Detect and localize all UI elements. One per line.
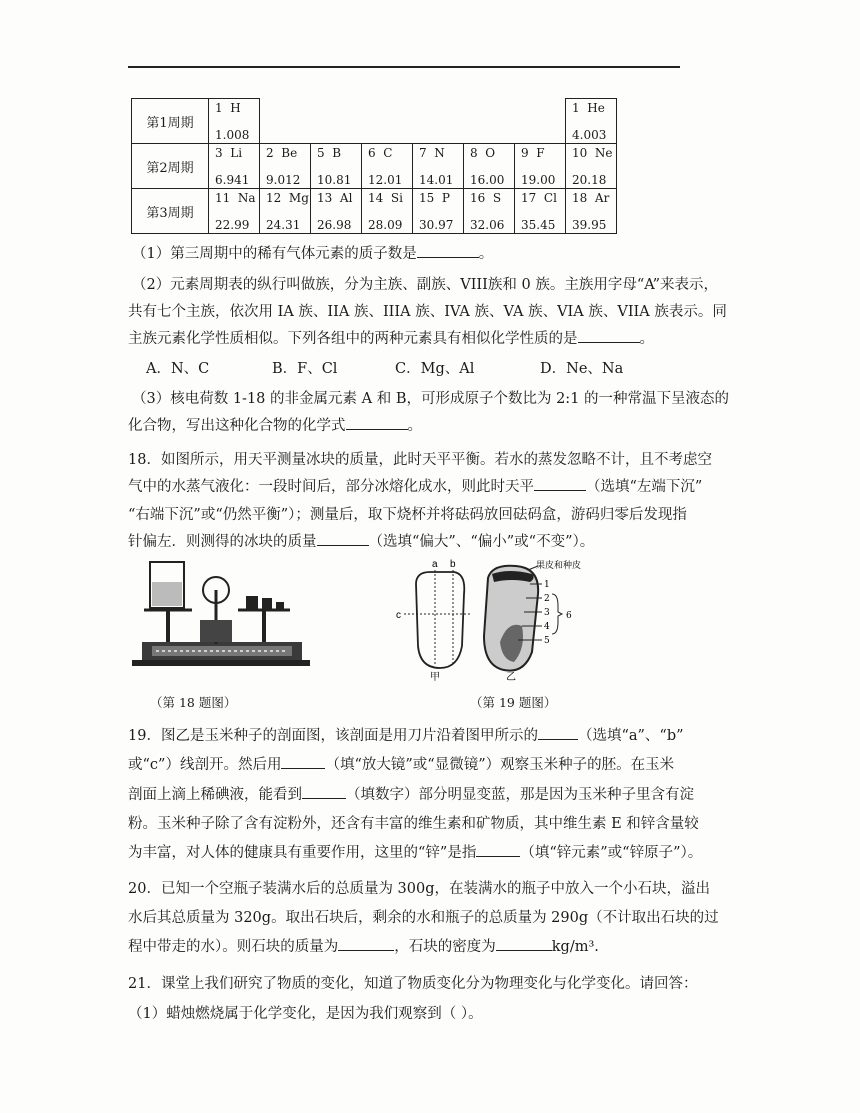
- element-cell: 11 Na 22.99: [209, 189, 260, 234]
- q19-line4: 粉。玉米种子除了含有淀粉外，还含有丰富的维生素和矿物质，其中维生素 E 和锌含量较: [128, 816, 699, 832]
- element-symbol: 1 H: [215, 101, 241, 115]
- balance-foot: [132, 660, 310, 666]
- corn-seed-figure: [392, 556, 622, 686]
- seed-outline-jia: [416, 572, 464, 668]
- label-jia: 甲: [430, 672, 440, 683]
- element-cell: 10 Ne 20.18: [566, 144, 617, 189]
- element-cell: [209, 99, 260, 144]
- element-cell: 14 Si 28.09: [362, 189, 413, 234]
- q20-line1: 20．已知一个空瓶子装满水后的总质量为 300g，在装满水的瓶子中放入一个小石块，溢出: [128, 881, 711, 897]
- answer-blank[interactable]: [346, 415, 408, 430]
- label-5: 5: [544, 636, 550, 646]
- q20-line2: 水后其总质量为 320g。取出石块后，剩余的水和瓶子的总质量为 290g（不计取出石块的过: [128, 910, 719, 926]
- q18-line3: “右端下沉”或“仍然平衡”）；测量后，取下烧杯并将砝码放回砝码盒，游码归零后发现指: [128, 507, 687, 523]
- figure-19-caption: （第 19 题图）: [470, 695, 557, 710]
- q19-line2: 或“c”）线剖开。然后用 （填“放大镜”或“显微镜”）观察玉米种子的胚。在玉米: [128, 751, 674, 779]
- table-row: [132, 189, 617, 234]
- element-cell: 18 Ar 39.95: [566, 189, 617, 234]
- period-label: 第2周期: [132, 144, 209, 189]
- element-cell: 3 Li 6.941: [209, 144, 260, 189]
- element-cell: 9 F 19.00: [515, 144, 566, 189]
- element-mass: 4.003: [572, 128, 607, 142]
- q18-line4: 针偏左．则测得的冰块的质量 （选填“偏大”、“偏小”或“不变”）。: [128, 528, 594, 556]
- period-label: 第3周期: [132, 189, 209, 234]
- element-cell: 7 N 14.01: [413, 144, 464, 189]
- label-6: 6: [566, 611, 572, 621]
- element-cell: 13 Al 26.98: [311, 189, 362, 234]
- answer-blank[interactable]: [302, 784, 346, 799]
- answer-blank[interactable]: [538, 725, 578, 740]
- element-symbol: 1 He: [572, 101, 605, 115]
- element-cell: 5 B 10.81: [311, 144, 362, 189]
- label-4: 4: [544, 622, 550, 632]
- table-row: [132, 144, 617, 189]
- label-c: c: [396, 610, 401, 621]
- answer-blank[interactable]: [476, 842, 520, 857]
- q17-part2-line3: 主族元素化学性质相似。下列各组中的两种元素具有相似化学性质的是 。: [128, 325, 654, 353]
- q17-part2-line2: 共有七个主族，依次用 IA 族、IIA 族、IIIA 族、IVA 族、VA 族、VIA 族、VIIA 族表示。同: [128, 304, 727, 320]
- element-cell: 6 C 12.01: [362, 144, 413, 189]
- label-yi: 乙: [506, 672, 516, 683]
- q17-option-d: D．Ne、Na: [540, 361, 624, 377]
- answer-blank[interactable]: [281, 754, 325, 769]
- q17-option-c: C．Mg、Al: [395, 361, 475, 377]
- label-peel: 果皮和种皮: [536, 561, 582, 571]
- element-mass: 1.008: [215, 128, 250, 142]
- q19-line3: 剖面上滴上稀碘液，能看到 （填数字）部分明显变蓝，那是因为玉米种子里含有淀: [128, 781, 694, 809]
- weight: [246, 596, 258, 610]
- q21-line1: 21．课堂上我们研究了物质的变化，知道了物质变化分为物理变化与化学变化。请回答：: [128, 976, 698, 992]
- table-row: [132, 99, 617, 144]
- q19-line5: 为丰富，对人体的健康具有重要作用，这里的“锌”是指 （填“锌元素”或“锌原子”）。: [128, 839, 702, 867]
- header-rule: [128, 66, 680, 68]
- answer-blank[interactable]: [496, 936, 552, 951]
- element-cell: 16 S 32.06: [464, 189, 515, 234]
- label-1: 1: [544, 580, 550, 590]
- q21-line2: （1）蜡烛燃烧属于化学变化，是因为我们观察到（ ）。: [128, 1006, 483, 1022]
- answer-blank[interactable]: [338, 936, 394, 951]
- weight: [276, 602, 284, 610]
- answer-blank[interactable]: [578, 328, 640, 343]
- element-cell: 17 Cl 35.45: [515, 189, 566, 234]
- answer-blank[interactable]: [317, 531, 369, 546]
- ice-block: [152, 582, 182, 606]
- element-cell: 2 Be 9.012: [260, 144, 311, 189]
- q17-part3-line2: 化合物，写出这种化合物的化学式 。: [128, 412, 422, 440]
- weight: [262, 598, 272, 610]
- q20-line3: 程中带走的水）。则石块的质量为 ，石块的密度为 kg/m³.: [128, 933, 599, 961]
- element-cell: [566, 99, 617, 144]
- answer-blank[interactable]: [417, 243, 479, 258]
- element-cell: 15 P 30.97: [413, 189, 464, 234]
- q17-part2-line1: （2）元素周期表的纵行叫做族，分为主族、副族、VIII族和 0 族。主族用字母“A”来表示，: [132, 277, 718, 293]
- q17-option-a: A．N、C: [146, 361, 210, 377]
- label-b: b: [450, 559, 456, 570]
- period-label: 第1周期: [132, 99, 209, 144]
- q17-part1: （1）第三周期中的稀有气体元素的质子数是 。: [132, 240, 493, 268]
- label-3: 3: [544, 608, 550, 618]
- element-cell: 8 O 16.00: [464, 144, 515, 189]
- balance-figure: [128, 560, 313, 675]
- figure-18-caption: （第 18 题图）: [150, 695, 237, 710]
- answer-blank[interactable]: [534, 476, 586, 491]
- label-2: 2: [544, 594, 550, 604]
- element-cell: 12 Mg 24.31: [260, 189, 311, 234]
- q18-line2: 气中的水蒸气液化：一段时间后，部分冰熔化成水，则此时天平 （选填“左端下沉”: [128, 473, 702, 501]
- q17-part3-line1: （3）核电荷数 1-18 的非金属元素 A 和 B，可形成原子个数比为 2:1 的一种常温下呈液态的: [132, 391, 730, 407]
- q18-line1: 18．如图所示，用天平测量冰块的质量，此时天平平衡。若水的蒸发忽略不计，且不考虑空: [128, 452, 712, 468]
- table-gap: [260, 99, 566, 144]
- q19-line1: 19．图乙是玉米种子的剖面图，该剖面是用刀片沿着图甲所示的 （选填“a”、“b”: [128, 722, 684, 750]
- label-a: a: [432, 559, 438, 570]
- periodic-table: [131, 98, 617, 234]
- q17-option-b: B．F、Cl: [272, 361, 338, 377]
